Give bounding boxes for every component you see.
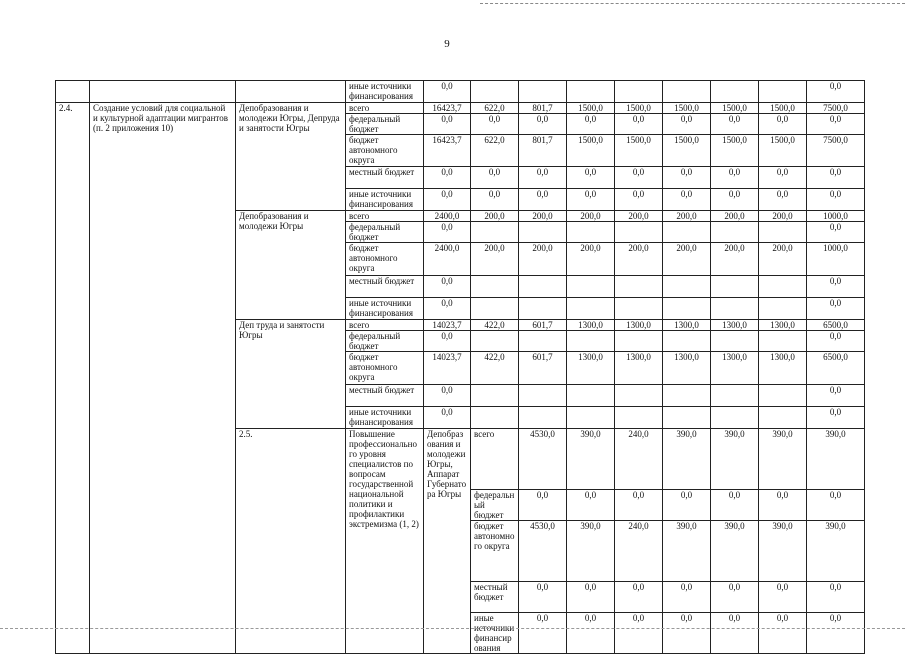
value-cell: 422,0 [471,352,519,385]
value-cell [759,407,807,429]
item-number [56,81,90,103]
value-cell: 0,0 [615,189,663,211]
value-cell: 0,0 [807,222,865,243]
value-cell [519,81,567,103]
value-cell: 0,0 [424,276,471,298]
value-cell: 200,0 [711,243,759,276]
responsible-executor: Депобразования и молодежи Югры, Аппарат Губернатора Югры [424,429,471,654]
value-cell: 200,0 [519,211,567,222]
page-number: 9 [444,38,450,50]
value-cell: 801,7 [519,103,567,114]
table-row [56,103,865,114]
value-cell [471,331,519,352]
value-cell [663,81,711,103]
value-cell [567,385,615,407]
value-cell: 1300,0 [711,352,759,385]
value-cell [663,276,711,298]
value-cell: 0,0 [807,582,865,613]
value-cell: 2400,0 [424,211,471,222]
value-cell: 1300,0 [615,352,663,385]
value-cell: 4530,0 [519,429,567,490]
value-cell: 0,0 [711,189,759,211]
value-cell: 16423,7 [424,135,471,167]
item-name [90,81,236,103]
value-cell: 601,7 [519,352,567,385]
value-cell: 0,0 [663,189,711,211]
funding-source: иные источники финансирования [471,613,519,654]
value-cell: 0,0 [663,613,711,654]
value-cell: 390,0 [807,521,865,582]
value-cell: 0,0 [759,189,807,211]
value-cell [615,298,663,320]
value-cell [519,331,567,352]
funding-source: всего [346,320,424,331]
value-cell [567,331,615,352]
funding-source: федеральный бюджет [346,114,424,135]
value-cell [759,298,807,320]
value-cell: 0,0 [424,331,471,352]
value-cell: 0,0 [424,81,471,103]
budget-table [55,80,865,654]
responsible-executor: Депобразования и молодежи Югры, Депруда и занятости Югры [236,103,346,211]
value-cell: 200,0 [759,211,807,222]
value-cell: 1300,0 [615,320,663,331]
value-cell: 0,0 [711,114,759,135]
value-cell: 390,0 [663,521,711,582]
value-cell: 0,0 [519,114,567,135]
value-cell [615,407,663,429]
value-cell: 0,0 [615,167,663,189]
value-cell: 1300,0 [567,320,615,331]
value-cell: 200,0 [615,211,663,222]
value-cell: 0,0 [663,114,711,135]
value-cell [471,407,519,429]
scan-edge-bottom [0,628,905,629]
responsible-executor: Депобразования и молодежи Югры [236,211,346,320]
value-cell: 0,0 [663,490,711,521]
value-cell: 0,0 [807,385,865,407]
value-cell: 0,0 [615,582,663,613]
value-cell: 0,0 [567,613,615,654]
funding-source: федеральный бюджет [346,222,424,243]
value-cell [471,385,519,407]
value-cell [519,276,567,298]
value-cell: 0,0 [424,298,471,320]
value-cell: 0,0 [759,613,807,654]
value-cell: 0,0 [807,407,865,429]
value-cell: 0,0 [424,189,471,211]
value-cell: 0,0 [519,490,567,521]
value-cell: 0,0 [424,222,471,243]
funding-source: местный бюджет [346,167,424,189]
value-cell [663,385,711,407]
funding-source: федеральный бюджет [346,331,424,352]
value-cell [471,81,519,103]
responsible-executor [236,81,346,103]
value-cell: 1300,0 [567,352,615,385]
value-cell [663,222,711,243]
value-cell: 390,0 [663,429,711,490]
item-name: Создание условий для социальной и культурной адаптации мигрантов (п. 2 приложения 10) [90,103,236,654]
table-row [56,81,865,103]
value-cell: 200,0 [711,211,759,222]
value-cell: 0,0 [424,167,471,189]
value-cell: 390,0 [759,429,807,490]
value-cell: 390,0 [807,429,865,490]
value-cell: 0,0 [759,582,807,613]
value-cell: 0,0 [663,582,711,613]
value-cell: 1300,0 [759,352,807,385]
funding-source: бюджет автономного округа [346,243,424,276]
value-cell: 0,0 [567,582,615,613]
funding-source: местный бюджет [346,276,424,298]
value-cell [519,222,567,243]
value-cell: 0,0 [807,114,865,135]
value-cell [711,81,759,103]
value-cell [567,81,615,103]
value-cell: 601,7 [519,320,567,331]
value-cell: 7500,0 [807,135,865,167]
funding-source: всего [346,211,424,222]
value-cell [471,222,519,243]
value-cell: 1500,0 [759,103,807,114]
value-cell [759,385,807,407]
value-cell: 0,0 [615,613,663,654]
value-cell: 200,0 [519,243,567,276]
value-cell: 0,0 [424,407,471,429]
value-cell: 390,0 [711,521,759,582]
value-cell [567,298,615,320]
value-cell: 0,0 [424,385,471,407]
funding-source: иные источники финансирования [346,189,424,211]
value-cell: 0,0 [519,189,567,211]
value-cell: 0,0 [807,331,865,352]
value-cell: 1500,0 [711,135,759,167]
funding-source: бюджет автономного округа [346,352,424,385]
value-cell [567,276,615,298]
value-cell: 0,0 [711,167,759,189]
value-cell: 0,0 [567,490,615,521]
value-cell: 1500,0 [711,103,759,114]
scan-edge-top [480,3,905,4]
value-cell: 0,0 [759,167,807,189]
value-cell: 1500,0 [759,135,807,167]
value-cell: 622,0 [471,103,519,114]
value-cell: 200,0 [471,243,519,276]
value-cell: 200,0 [567,211,615,222]
value-cell: 0,0 [711,582,759,613]
value-cell: 1300,0 [759,320,807,331]
value-cell [759,276,807,298]
funding-source: иные источники финансирования [346,407,424,429]
value-cell: 0,0 [711,613,759,654]
value-cell [663,298,711,320]
value-cell: 0,0 [807,276,865,298]
value-cell: 4530,0 [519,521,567,582]
value-cell [711,385,759,407]
value-cell [471,276,519,298]
value-cell: 1500,0 [567,135,615,167]
responsible-executor: Деп труда и занятости Югры [236,320,346,429]
value-cell: 0,0 [424,114,471,135]
value-cell [663,331,711,352]
funding-source: иные источники финансирования [346,81,424,103]
value-cell [615,385,663,407]
value-cell: 1300,0 [663,320,711,331]
value-cell: 0,0 [807,613,865,654]
value-cell: 390,0 [711,429,759,490]
value-cell: 1500,0 [615,103,663,114]
value-cell [615,222,663,243]
value-cell: 240,0 [615,429,663,490]
funding-source: иные источники финансирования [346,298,424,320]
value-cell [471,298,519,320]
value-cell: 200,0 [567,243,615,276]
value-cell: 240,0 [615,521,663,582]
value-cell [615,276,663,298]
value-cell: 0,0 [567,189,615,211]
funding-source: федеральный бюджет [471,490,519,521]
value-cell: 0,0 [567,167,615,189]
value-cell [711,331,759,352]
value-cell: 6500,0 [807,352,865,385]
value-cell: 390,0 [567,429,615,490]
value-cell: 0,0 [807,189,865,211]
value-cell [567,407,615,429]
funding-source: местный бюджет [346,385,424,407]
value-cell: 200,0 [663,211,711,222]
value-cell: 0,0 [711,490,759,521]
value-cell: 0,0 [807,81,865,103]
value-cell [663,407,711,429]
value-cell: 0,0 [807,167,865,189]
value-cell: 14023,7 [424,320,471,331]
value-cell: 0,0 [615,490,663,521]
value-cell: 0,0 [471,114,519,135]
value-cell: 801,7 [519,135,567,167]
value-cell: 1500,0 [615,135,663,167]
value-cell: 14023,7 [424,352,471,385]
value-cell: 1000,0 [807,211,865,222]
value-cell [519,407,567,429]
value-cell [711,276,759,298]
value-cell: 0,0 [471,189,519,211]
value-cell: 1500,0 [567,103,615,114]
value-cell: 1300,0 [711,320,759,331]
value-cell: 1000,0 [807,243,865,276]
value-cell [519,298,567,320]
funding-source: местный бюджет [471,582,519,613]
value-cell [567,222,615,243]
value-cell: 7500,0 [807,103,865,114]
funding-source: бюджет автономного округа [346,135,424,167]
funding-source: всего [471,429,519,490]
value-cell [711,407,759,429]
value-cell [615,331,663,352]
value-cell: 390,0 [567,521,615,582]
item-name: Повышение профессионального уровня специалистов по вопросам государственной национальной политики и профилактики экстремизма (1, 2) [346,429,424,654]
value-cell: 1500,0 [663,135,711,167]
funding-source: всего [346,103,424,114]
value-cell: 200,0 [663,243,711,276]
value-cell: 16423,7 [424,103,471,114]
value-cell: 6500,0 [807,320,865,331]
item-number: 2.5. [236,429,346,654]
value-cell: 422,0 [471,320,519,331]
value-cell [519,385,567,407]
value-cell: 1300,0 [663,352,711,385]
value-cell: 0,0 [807,490,865,521]
value-cell [711,222,759,243]
value-cell: 0,0 [519,613,567,654]
value-cell: 0,0 [519,582,567,613]
value-cell: 200,0 [471,211,519,222]
value-cell [615,81,663,103]
value-cell: 0,0 [807,298,865,320]
value-cell: 0,0 [519,167,567,189]
value-cell [711,298,759,320]
value-cell: 0,0 [615,114,663,135]
value-cell [759,222,807,243]
value-cell: 622,0 [471,135,519,167]
value-cell: 2400,0 [424,243,471,276]
value-cell: 200,0 [615,243,663,276]
value-cell: 0,0 [471,167,519,189]
value-cell [759,331,807,352]
value-cell: 0,0 [759,490,807,521]
funding-source: бюджет автономного округа [471,521,519,582]
value-cell [759,81,807,103]
value-cell: 390,0 [759,521,807,582]
value-cell: 0,0 [567,114,615,135]
value-cell: 200,0 [759,243,807,276]
item-number: 2.4. [56,103,90,654]
value-cell: 0,0 [759,114,807,135]
value-cell: 1500,0 [663,103,711,114]
value-cell: 0,0 [663,167,711,189]
